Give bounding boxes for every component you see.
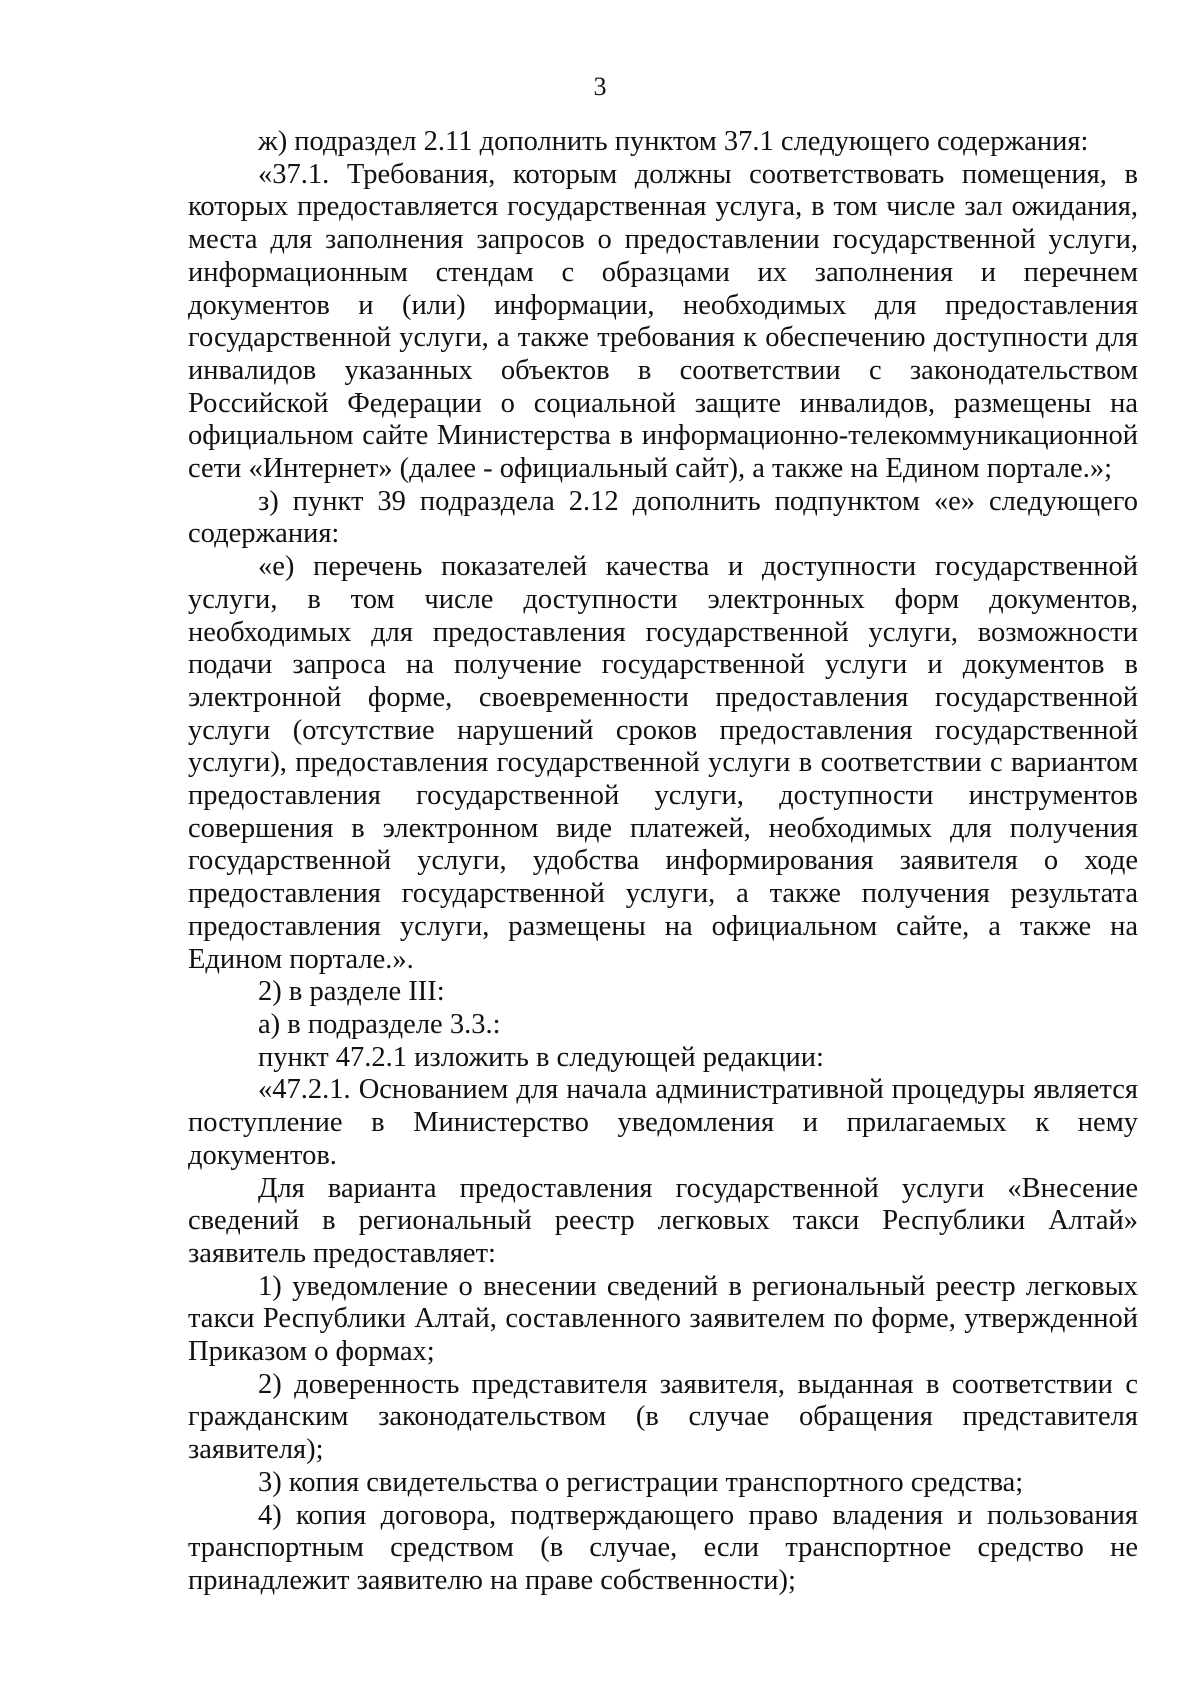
paragraph-point-47-2-1-intro: пункт 47.2.1 изложить в следующей редакции: bbox=[258, 1041, 824, 1073]
paragraph-item-z: з) пункт 39 подраздела 2.12 дополнить подпунктом «е» следующего содержания: bbox=[188, 485, 1138, 550]
paragraph-item-zh: ж) подраздел 2.11 дополнить пунктом 37.1 следующего содержания: bbox=[258, 126, 1089, 157]
list-item-1: 1) уведомление о внесении сведений в региональный реестр легковых такси Республики Алтай, составленного заявителем по форме, утвержденной Приказом о формах; bbox=[188, 1270, 1138, 1368]
paragraph-point-37-1: «37.1. Требования, которым должны соответствовать помещения, в которых предоставляется государственная услуга, в том числе зал ожидания, места для заполнения запросов о предоставлении государственной услуги, информационным стендам с образцами их заполнения и перечнем документов и (или) информации, необходимых для предоставления государственной услуги, а также требования к обеспечению доступности для инвалидов указанных объектов в соответствии с законодательством Российской Федерации о социальной защите инвалидов, размещены на официальном сайте Министерства в информационно-телекоммуникационной сети «Интернет» (далее - официальный сайт), а также на Едином портале.»; bbox=[188, 158, 1138, 485]
paragraph-variant: Для варианта предоставления государственной услуги «Внесение сведений в региональный реестр легковых такси Республики Алтай» заявитель предоставляет: bbox=[188, 1172, 1138, 1269]
paragraph-point-47-2-1: «47.2.1. Основанием для начала административной процедуры является поступление в Министерство уведомления и прилагаемых к нему документов. bbox=[188, 1074, 1138, 1171]
paragraph-section-iii: 2) в разделе III: bbox=[258, 976, 445, 1008]
list-item-2: 2) доверенность представителя заявителя, выданная в соответствии с гражданским законодательством (в случае обращения представителя заявителя); bbox=[188, 1368, 1138, 1466]
list-item-4: 4) копия договора, подтверждающего право владения и пользования транспортным средством (в случае, если транспортное средство не принадлежит заявителю на праве собственности); bbox=[188, 1499, 1138, 1596]
document-body bbox=[188, 126, 1138, 1598]
paragraph-subpoint-e: «е) перечень показателей качества и доступности государственной услуги, в том числе доступности электронных форм документов, необходимых для предоставления государственной услуги, возможности подачи запроса на получение государственной услуги и документов в электронной форме, своевременности предоставления государственной услуги (отсутствие нарушений сроков предоставления государственной услуги), предоставления государственной услуги в соответствии с вариантом предоставления государственной услуги, доступности инструментов совершения в электронном виде платежей, необходимых для получения государственной услуги, удобства информирования заявителя о ходе предоставления государственной услуги, а также получения результата предоставления услуги, размещены на официальном сайте, а также на Едином портале.». bbox=[188, 551, 1138, 975]
list-item-3: 3) копия свидетельства о регистрации транспортного средства; bbox=[258, 1466, 1024, 1498]
page-number: 3 bbox=[593, 72, 607, 101]
paragraph-subsection-3-3: а) в подразделе 3.3.: bbox=[258, 1008, 501, 1040]
